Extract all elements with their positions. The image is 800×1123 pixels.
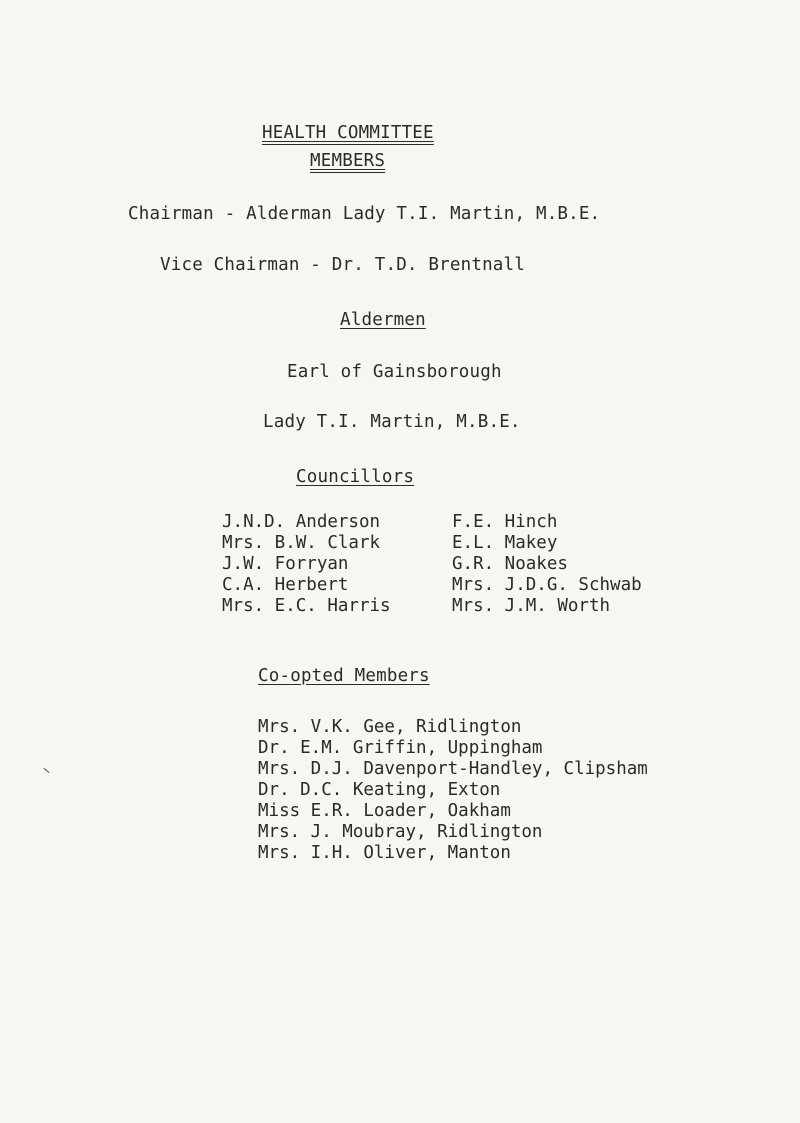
subheading: MEMBERS [310, 151, 386, 171]
councillor-item: J.N.D. Anderson [222, 512, 381, 532]
scan-speck [43, 768, 49, 773]
coopted-member-item: Mrs. V.K. Gee, Ridlington [258, 717, 522, 737]
coopted-title: Co-opted Members [258, 666, 430, 686]
coopted-member-item: Dr. E.M. Griffin, Uppingham [258, 738, 543, 758]
alderman-item: Earl of Gainsborough [287, 362, 502, 382]
councillor-item: F.E. Hinch [452, 512, 558, 532]
councillor-item: Mrs. B.W. Clark [222, 533, 381, 553]
vice-chairman-line: Vice Chairman - Dr. T.D. Brentnall [160, 255, 526, 275]
coopted-member-item: Mrs. D.J. Davenport-Handley, Clipsham [258, 759, 648, 779]
councillors-title: Councillors [296, 467, 415, 487]
councillors-right-column [452, 512, 642, 617]
coopted-members-list [258, 717, 648, 864]
coopted-member-item: Dr. D.C. Keating, Exton [258, 780, 501, 800]
chairman-line: Chairman - Alderman Lady T.I. Martin, M.B.E. [128, 204, 601, 224]
councillor-item: E.L. Makey [452, 533, 558, 553]
aldermen-title: Aldermen [340, 310, 426, 330]
councillor-item: J.W. Forryan [222, 554, 349, 574]
coopted-member-item: Mrs. J. Moubray, Ridlington [258, 822, 543, 842]
councillors-left-column [222, 512, 391, 617]
heading: HEALTH COMMITTEE [262, 123, 434, 143]
councillor-item: C.A. Herbert [222, 575, 349, 595]
councillor-item: Mrs. J.M. Worth [452, 596, 611, 616]
councillor-item: Mrs. E.C. Harris [222, 596, 391, 616]
councillor-item: Mrs. J.D.G. Schwab [452, 575, 642, 595]
coopted-member-item: Mrs. I.H. Oliver, Manton [258, 843, 511, 863]
councillor-item: G.R. Noakes [452, 554, 568, 574]
alderman-item: Lady T.I. Martin, M.B.E. [263, 412, 521, 432]
coopted-member-item: Miss E.R. Loader, Oakham [258, 801, 511, 821]
